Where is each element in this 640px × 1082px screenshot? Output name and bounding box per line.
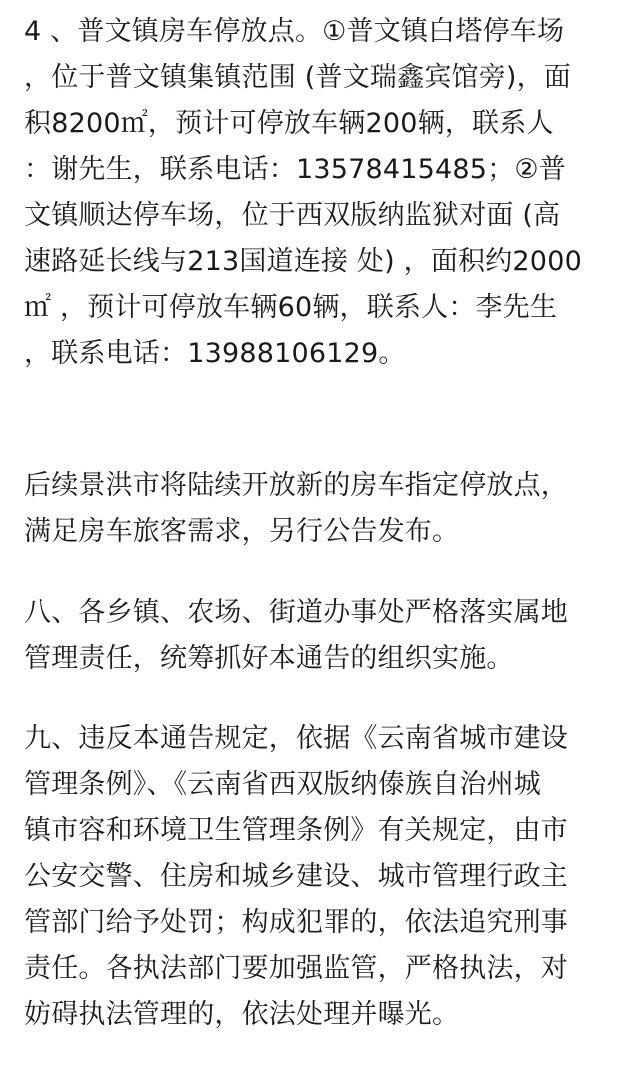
text-line: 积8200㎡，预计可停放车辆200辆，联系人	[24, 108, 554, 139]
text-line: 满足房车旅客需求，另行公告发布。	[24, 516, 460, 547]
paragraph-section-eight	[24, 590, 568, 682]
text-line: ：谢先生，联系电话：13578415485；②普	[24, 154, 566, 185]
text-line: 八、各乡镇、农场、街道办事处严格落实属地	[24, 597, 568, 628]
text-line: 文镇顺达停车场，位于西双版纳监狱对面 (高	[24, 200, 561, 231]
text-line: 管理责任，统筹抓好本通告的组织实施。	[24, 643, 514, 674]
text-line: ㎡ ，预计可停放车辆60辆，联系人：李先生	[24, 292, 558, 323]
text-line: 公安交警、住房和城乡建设、城市管理行政主	[24, 861, 568, 892]
text-line: ，位于普文镇集镇范围 (普文瑞鑫宾馆旁)，面	[24, 62, 572, 93]
text-line: 管理条例》、《云南省西双版纳傣族自治州城	[24, 769, 541, 800]
text-line: ，联系电话：13988106129。	[24, 338, 406, 369]
text-line: 责任。各执法部门要加强监管，严格执法，对	[24, 953, 568, 984]
text-line: 九、违反本通告规定，依据《云南省城市建设	[24, 723, 568, 754]
text-line: 速路延长线与213国道连接 处) ，面积约2000	[24, 246, 582, 277]
paragraph-future-parking	[24, 463, 568, 555]
paragraph-rv-parking-points	[24, 9, 582, 377]
text-line: 后续景洪市将陆续开放新的房车指定停放点，	[24, 470, 568, 501]
text-line: 管部门给予处罚；构成犯罪的，依法追究刑事	[24, 907, 568, 938]
paragraph-section-nine	[24, 716, 568, 1038]
text-line: 4 、普文镇房车停放点。①普文镇白塔停车场	[24, 16, 565, 47]
text-line: 镇市容和环境卫生管理条例》有关规定，由市	[24, 815, 568, 846]
text-line: 妨碍执法管理的，依法处理并曝光。	[24, 999, 460, 1030]
